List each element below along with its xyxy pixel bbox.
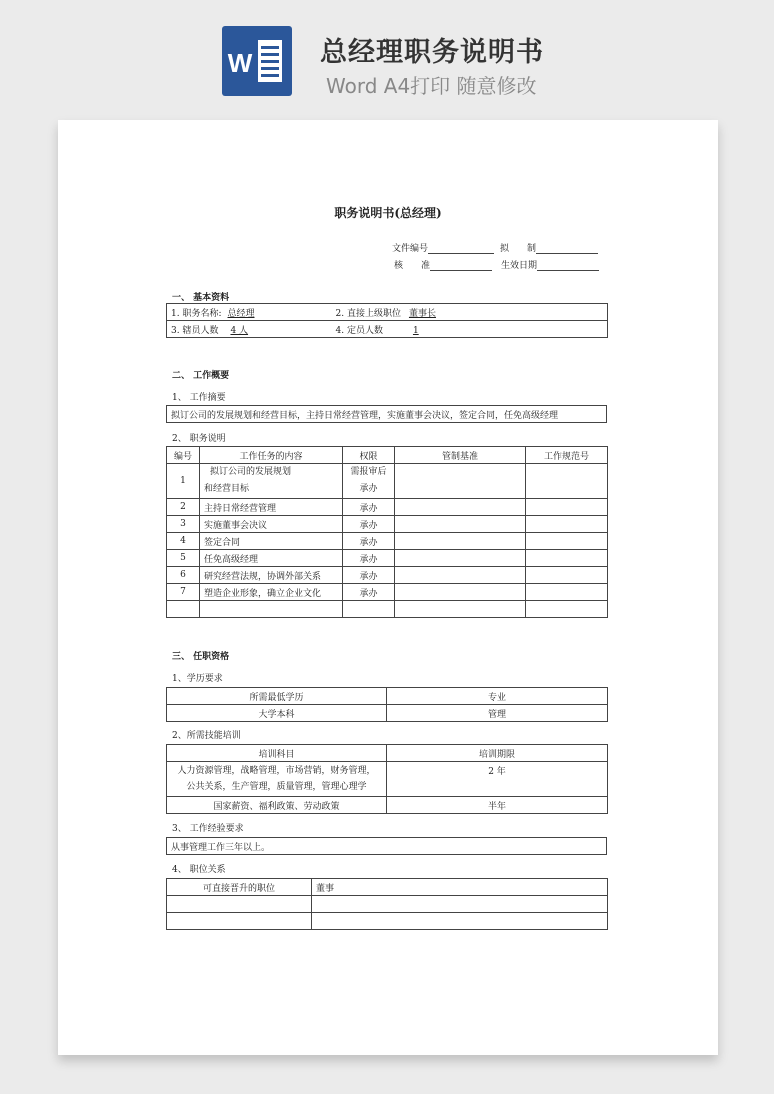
watermark xyxy=(108,445,158,498)
training-subjects: 人力资源管理，战略管理，市场营销，财务管理， 公共关系，生产管理，质量管理，管理心理学 xyxy=(167,762,387,797)
logo-letter: W xyxy=(227,48,253,78)
table-row-empty xyxy=(167,601,608,618)
headcount-cell: 4. 定员人数 1 xyxy=(332,321,608,338)
duties-table xyxy=(166,446,608,618)
word-icon xyxy=(222,26,292,96)
document-title: 职务说明书(总经理) xyxy=(334,206,442,220)
table-row: 2 主持日常经营管理 承办 xyxy=(167,499,608,516)
summary-text: 拟订公司的发展规划和经营目标，主持日常经营管理，实施董事会决议，签定合同，任免高级经理 xyxy=(167,406,607,423)
table-row: 4 签定合同 承办 xyxy=(167,533,608,550)
meta-file-no: 文件编号 xyxy=(392,241,494,254)
duties-subheading: 2、 职务说明 xyxy=(172,434,226,444)
job-title-cell: 1. 职务名称: 总经理 xyxy=(167,304,332,321)
education-subheading: 1、学历要求 xyxy=(172,674,223,684)
meta-effective-date: 生效日期 xyxy=(501,258,599,271)
experience-text: 从事管理工作三年以上。 xyxy=(167,838,607,855)
table-row: 3 实施董事会决议 承办 xyxy=(167,516,608,533)
banner xyxy=(0,0,774,110)
duties-header-row xyxy=(167,447,608,464)
meta-approver: 核 准 xyxy=(394,258,492,271)
banner-title: 总经理职务说明书 xyxy=(320,37,544,68)
subordinates-cell: 3. 辖员人数 4 人 xyxy=(167,321,332,338)
summary-subheading: 1、 工作摘要 xyxy=(172,393,226,403)
header-control: 管制基准 xyxy=(395,447,526,464)
experience-table xyxy=(166,837,607,855)
meta-drafter: 拟 制 xyxy=(500,241,598,254)
header-spec: 工作规范号 xyxy=(526,447,608,464)
summary-table xyxy=(166,405,607,423)
experience-subheading: 3、 工作经验要求 xyxy=(172,824,244,834)
training-subheading: 2、所需技能培训 xyxy=(172,731,241,741)
header-task: 工作任务的内容 xyxy=(200,447,343,464)
table-row: 1 拟订公司的发展规划 和经营目标 需报审后 承办 xyxy=(167,464,608,499)
training-table: 培训科目 培训期限 人力资源管理，战略管理，市场营销，财务管理， 公共关系，生产管理，质量管理，管理心理学 2 年 国家薪资、福利政策、劳动政策 半年 xyxy=(166,744,608,814)
section-qualifications-heading: 三、 任职资格 xyxy=(172,652,230,662)
header-authority: 权限 xyxy=(343,447,395,464)
basic-info-table xyxy=(166,303,608,338)
section-job-summary-heading: 二、 工作概要 xyxy=(172,371,230,381)
table-row: 5 任免高级经理 承办 xyxy=(167,550,608,567)
table-row: 7 塑造企业形象，确立企业文化 承办 xyxy=(167,584,608,601)
education-table: 所需最低学历 专业 大学本科 管理 xyxy=(166,687,608,722)
section-basic-info-heading: 一、 基本资料 xyxy=(172,293,230,303)
table-row: 6 研究经营法规，协调外部关系 承办 xyxy=(167,567,608,584)
document-page xyxy=(58,120,718,1055)
superior-cell: 2. 直接上级职位 董事长 xyxy=(332,304,608,321)
min-education: 大学本科 xyxy=(167,705,387,722)
relations-subheading: 4、 职位关系 xyxy=(172,865,226,875)
major: 管理 xyxy=(387,705,608,722)
relations-table xyxy=(166,878,608,930)
promotion-label: 可直接晋升的职位 xyxy=(167,879,312,896)
promotion-value: 董事 xyxy=(312,879,608,896)
banner-subtitle: Word A4打印 随意修改 xyxy=(326,74,537,98)
header-no: 编号 xyxy=(167,447,200,464)
